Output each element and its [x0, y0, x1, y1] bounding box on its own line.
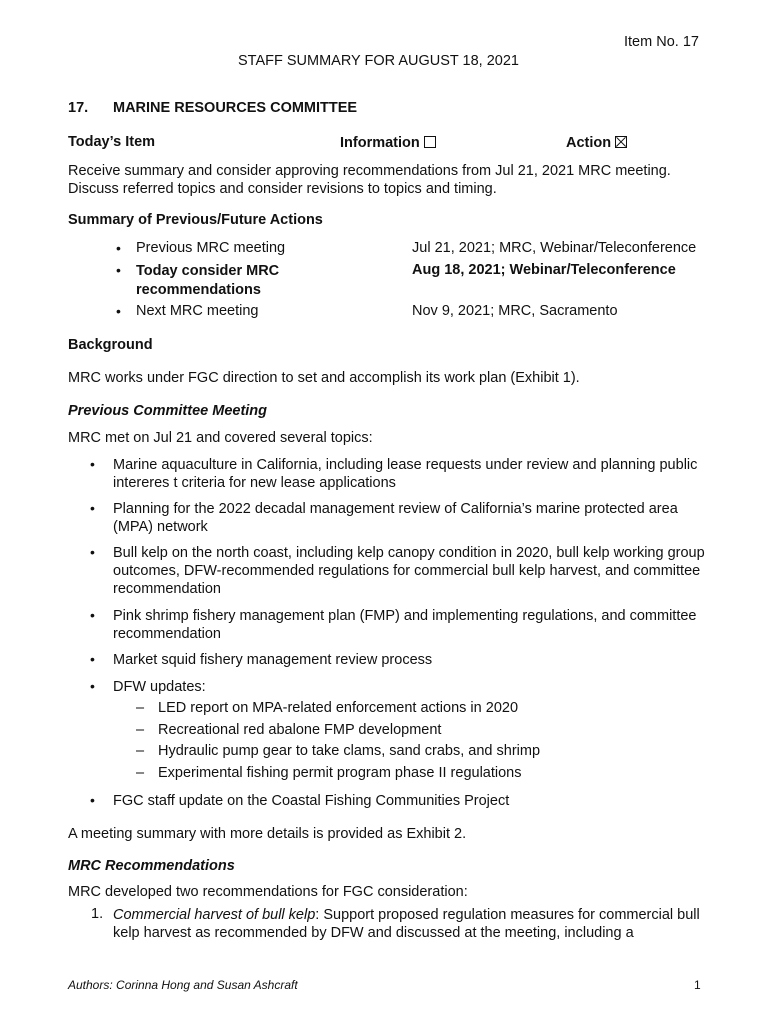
summary-row-value: Jul 21, 2021; MRC, Webinar/Teleconference — [412, 240, 697, 256]
bullet-icon: • — [116, 262, 121, 278]
action-label: Action — [566, 135, 612, 151]
todays-item-label: Today’s Item — [68, 134, 156, 150]
summary-row-label: Next MRC meeting — [136, 303, 259, 319]
authors-names: : Corinna Hong and Susan Ashcraft — [109, 978, 298, 992]
topic-item: DFW updates: — [113, 679, 206, 695]
action-checkbox — [615, 136, 627, 148]
summary-heading: Summary of Previous/Future Actions — [68, 212, 323, 228]
summary-row-value: Nov 9, 2021; MRC, Sacramento — [412, 303, 618, 319]
previous-meeting-heading: Previous Committee Meeting — [68, 403, 268, 419]
section-number: 17. — [68, 100, 89, 116]
page-number: 1 — [694, 978, 701, 992]
recommendation-title: Commercial harvest of bull kelp — [113, 907, 316, 923]
summary-row-label: Today consider MRC recommendations — [136, 263, 280, 298]
footer-authors — [68, 978, 298, 992]
bullet-icon: • — [90, 792, 95, 808]
information-option — [340, 135, 436, 151]
summary-row-value: Aug 18, 2021; Webinar/Teleconference — [412, 262, 676, 278]
bullet-icon: • — [90, 651, 95, 667]
recommendations-intro: MRC developed two recommendations for FGC consideration: — [68, 884, 468, 900]
topic-item: Market squid fishery management review process — [113, 652, 433, 668]
bullet-icon: • — [90, 544, 95, 560]
summary-row-label: Previous MRC meeting — [136, 240, 286, 256]
dash-icon: – — [136, 765, 145, 781]
dfw-update-item: Experimental fishing permit program phase II regulations — [158, 765, 522, 781]
authors-label: Authors — [68, 978, 110, 992]
dfw-update-item: Recreational red abalone FMP development — [158, 722, 442, 738]
topic-item: Planning for the 2022 decadal management review of California’s marine protected area (MPA) network — [113, 501, 678, 535]
information-label: Information — [340, 135, 420, 151]
recommendation-number: 1. — [91, 906, 104, 922]
bullet-icon: • — [90, 456, 95, 472]
dash-icon: – — [136, 743, 145, 759]
background-text: MRC works under FGC direction to set and accomplish its work plan (Exhibit 1). — [68, 370, 580, 386]
topic-item: FGC staff update on the Coastal Fishing Communities Project — [113, 793, 510, 809]
dash-icon: – — [136, 700, 145, 716]
section-name: MARINE RESOURCES COMMITTEE — [113, 100, 358, 116]
item-number: Item No. 17 — [624, 34, 699, 50]
topic-item: Pink shrimp fishery management plan (FMP) and implementing regulations, and committee recommendation — [113, 608, 697, 642]
bullet-icon: • — [90, 500, 95, 516]
bullet-icon: • — [90, 607, 95, 623]
bullet-icon: • — [116, 303, 121, 319]
dfw-update-item: Hydraulic pump gear to take clams, sand crabs, and shrimp — [158, 743, 541, 759]
action-option — [566, 135, 627, 151]
topic-item: Bull kelp on the north coast, including kelp canopy condition in 2020, bull kelp working group outcomes, DFW-recommended regulations for commercial bull kelp harvest, and committee recommendation — [113, 545, 705, 597]
topic-item: Marine aquaculture in California, including lease requests under review and planning public intereres t criteria for new lease applications — [113, 457, 698, 491]
recommendation-text: : Support proposed regulation measures for commercial bull kelp harvest as recommended by DFW and discussed at the meeting, including a — [113, 907, 700, 941]
previous-meeting-intro: MRC met on Jul 21 and covered several topics: — [68, 430, 373, 446]
meeting-summary-note: A meeting summary with more details is provided as Exhibit 2. — [68, 826, 467, 842]
dfw-update-item: LED report on MPA-related enforcement actions in 2020 — [158, 700, 519, 716]
recommendation-item — [113, 906, 713, 942]
information-checkbox — [424, 136, 436, 148]
document-title: STAFF SUMMARY FOR AUGUST 18, 2021 — [238, 53, 519, 69]
todays-item-description: Receive summary and consider approving recommendations from Jul 21, 2021 MRC meeting. Discuss referred topics and consider revisions to topics and timing. — [68, 163, 671, 197]
recommendations-heading: MRC Recommendations — [68, 858, 235, 874]
dash-icon: – — [136, 722, 145, 738]
bullet-icon: • — [90, 678, 95, 694]
background-heading: Background — [68, 337, 153, 353]
bullet-icon: • — [116, 240, 121, 256]
